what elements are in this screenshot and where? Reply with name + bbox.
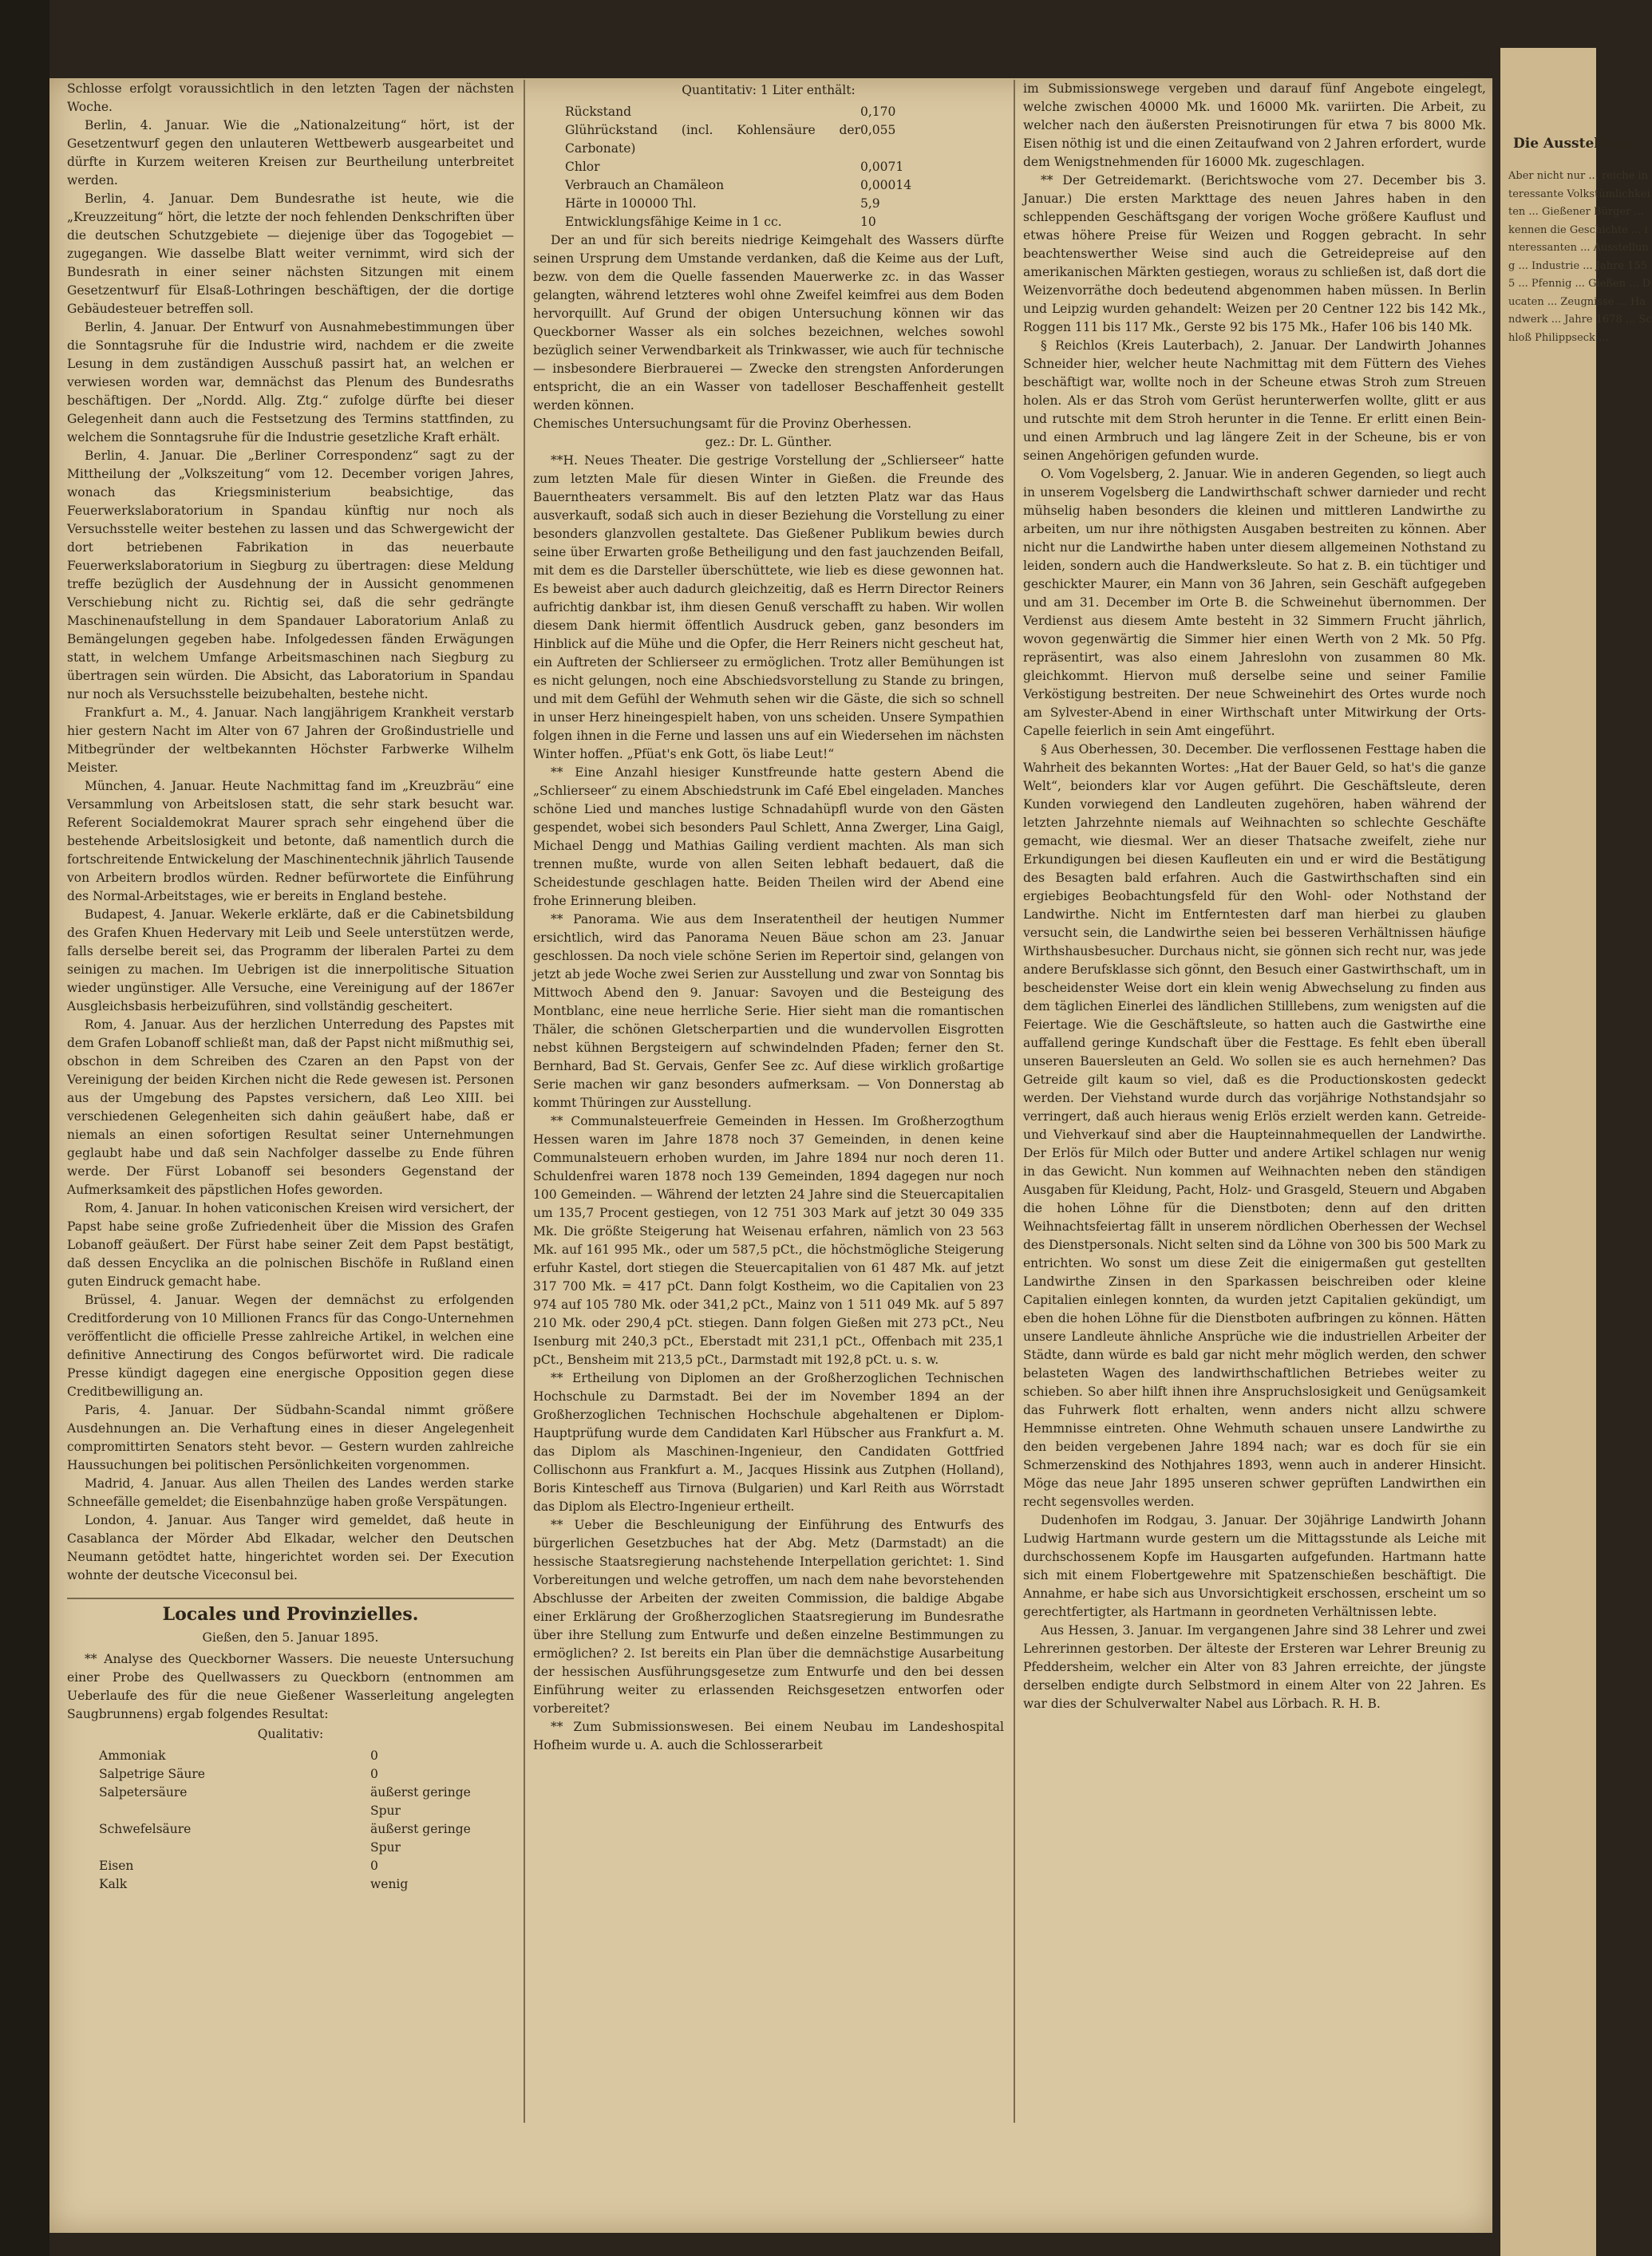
article-paragraph: Rom, 4. Januar. In hohen vaticonischen Kreisen wird versichert, der Papst habe seine große Zufriedenheit über die Mission des Grafen Lobanoff geäußert. Der Fürst habe seiner Zeit dem Papst bestätigt, daß dessen Encyclika an die polnischen Bischöfe in Rußland einen guten Eindruck gemacht habe. bbox=[67, 1201, 514, 1289]
row-label: Entwicklungsfähige Keime in 1 cc. bbox=[565, 215, 782, 229]
table-row bbox=[533, 195, 1004, 213]
row-value: 5,9 bbox=[860, 196, 880, 211]
article-paragraph: Schlosse erfolgt voraussichtlich in den letzten Tagen der nächsten Woche. bbox=[67, 81, 514, 114]
row-value: 10 bbox=[860, 215, 876, 229]
section-heading: Locales und Provinzielles. bbox=[67, 1598, 514, 1624]
article-paragraph: Frankfurt a. M., 4. Januar. Nach langjährigem Krankheit verstarb hier gestern Nacht im Alter von 67 Jahren der Großindustrielle und Mitbegründer der weltbekannten Höchster Farbwerke Wilhelm Meister. bbox=[67, 705, 514, 775]
article-paragraph: **H. Neues Theater. Die gestrige Vorstellung der „Schlierseer“ hatte zum letzten Male für diesen Winter in Gießen. die Freunde des Bauerntheaters versammelt. Bis auf den letzten Platz war das Haus ausverkauft, sodaß sich auch in dieser Beziehung die Vorstellung zu einer besonders glanzvollen gestaltete. Das Gießener Publikum bewies durch seine über Erwarten große Betheiligung und den fast jauchzenden Beifall, mit dem es die Darsteller überschüttete, wie lieb es diese gewonnen hat. Es beweist aber auch dadurch gleichzeitig, daß es Herrn Director Reiners aufrichtig dankbar ist, ihm diesen Genuß verschafft zu haben. Wir wollen diesem Dank hiermit öffentlich Ausdruck geben, ganz besonders im Hinblick auf die Mühe und die Opfer, die Herr Reiners nicht gescheut hat, ein Auftreten der Schlierseer zu ermöglichen. Trotz aller Bemühungen ist es nicht gelungen, noch eine Abschiedsvorstellung zu Stande zu bringen, und mit dem Gefühl der Wehmuth sehen wir die Gäste, die sich so schnell in unser Herz hineingespielt haben, von uns scheiden. Unsere Sympathien folgen ihnen in die Ferne und lassen uns auf ein Wiedersehen im nächsten Winter hoffen. „Pfüat's enk Gott, ös liabe Leut!“ bbox=[533, 453, 1004, 761]
row-label: Rückstand bbox=[565, 105, 632, 119]
row-label: Salpetersäure bbox=[99, 1785, 188, 1800]
adjacent-page-heading: Die Ausstellung bbox=[1513, 136, 1634, 152]
table-row bbox=[67, 1784, 514, 1820]
row-value: 0,055 bbox=[860, 123, 896, 137]
column-2 bbox=[533, 80, 1004, 2123]
table-row bbox=[67, 1765, 514, 1784]
column-1 bbox=[67, 80, 514, 2123]
article-paragraph: O. Vom Vogelsberg, 2. Januar. Wie in anderen Gegenden, so liegt auch in unserem Vogelsberg die Landwirthschaft schwer darnieder und recht mühselig haben besonders die kleinen und mittleren Landwirthe zu arbeiten, um nur ihre nöthigsten Ausgaben bestreiten zu können. Aber nicht nur die Landwirthe haben unter diesem allgemeinen Nothstand zu leiden, sondern auch die Handwerksleute. So hat z. B. ein tüchtiger und geschickter Maurer, ein Mann von 36 Jahren, sein Geschäft aufgegeben und am 31. December im Orte B. die Schweinehut übernommen. Der Verdienst aus diesem Amte besteht in 32 Simmern Frucht jährlich, wovon gegenwärtig die Simmer hier einen Werth von 2 Mk. 50 Pfg. repräsentirt, was also einem Jahreslohn von zusammen 80 Mk. gleichkommt. Hiervon muß derselbe seine und seiner Familie Verköstigung bestreiten. Der neue Schweinehirt des Ortes wurde noch am Sylvester-Abend in einer Wirthschaft unter Mitwirkung der Orts-Capelle feierlich in sein Amt eingeführt. bbox=[1023, 467, 1486, 738]
article-paragraph: ** Eine Anzahl hiesiger Kunstfreunde hatte gestern Abend die „Schlierseer“ zu einem Abschiedstrunk im Café Ebel eingeladen. Manches schöne Lied und manches lustige Schnadahüpfl wurde von den Gästen gespendet, wobei sich besonders Paul Schlett, Anna Zwerger, Lina Gaigl, Michael Dengg und Mathias Gailing verdient machten. Als man sich trennen mußte, wurde von allen Seiten lebhaft bedauert, daß die Scheidestunde geschlagen hatte. Beiden Theilen wird der Abend eine frohe Erinnerung bleiben. bbox=[533, 765, 1004, 908]
row-value: äußerst geringe Spur bbox=[370, 1822, 471, 1855]
article-paragraph: § Aus Oberhessen, 30. December. Die verflossenen Festtage haben die Wahrheit des bekannten Wortes: „Hat der Bauer Geld, so hat's die ganze Welt“, beionders klar vor Augen geführt. Die Geschäftsleute, deren Kunden vorwiegend den Landleuten zugehören, haben während der letzten Jahrzehnte niemals auf Weihnachten so schlechte Geschäfte gemacht, wie diesmal. Wer an dieser Thatsache zweifelt, ziehe nur Erkundigungen bei diesen Kaufleuten ein und er wird die Bestätigung des Besagten bald erfahren. Auch die Gastwirthschaften sind ein ergiebiges Beobachtungsfeld für den Wohl- oder Nothstand der Landwirthe. Nicht im Entferntesten darf man hierbei zu glauben versucht sein, die Landwirthe seien bei besseren Verhältnissen häufige Wirthshausbesucher. Durchaus nicht, sie gönnen sich recht nur, was jede andere Berufsklasse sich gönnt, den Besuch einer Gastwirthschaft, um in bescheidenster Weise dort ein klein wenig Abwechselung zu finden aus dem täglichen Einerlei des ländlichen Stilllebens, zum wenigsten auf die Feiertage. Wie die Geschäftsleute, so hatten auch die Gastwirthe eine auffallend geringe Kundschaft über die Festtage. Es fehlt eben überall unseren Bauersleuten an Geld. Wo sollen sie es auch hernehmen? Das Getreide gilt kaum so viel, daß es die Productionskosten gedeckt werden. Der Viehstand wurde durch das vorjährige Nothstandsjahr so verringert, daß auch hieraus wenig Erlös erzielt werden kann. Getreide- und Viehverkauf sind aber die Haupteinnahmequellen der Landwirthe. Der Erlös für Milch oder Butter und andere Artikel schlagen nur wenig in das Gewicht. Nun kommen auf Weihnachten neben den ständigen Ausgaben für Kleidung, Pacht, Holz- und Grasgeld, Steuern und Abgaben die hohen Löhne für die Dienstboten; denn auf den dritten Weihnachtsfeiertag fällt in unserem nördlichen Oberhessen der Wechsel des Dienstpersonals. Nicht selten sind da Löhne von 300 bis 500 Mark zu entrichten. Wo sonst um diese Zeit die einigermaßen gut gestellten Landwirthe Zinsen in den Sparkassen beischreiben oder kleine Capitalien einlegen konnten, da wurden jetzt Capitalien gekündigt, um eben die hohen Löhne für die Dienstboten aufbringen zu können. Hätten unsere Landleute ähnliche Ansprüche wie die industriellen Arbeiter der Städte, dann würde es bald gar nicht mehr möglich werden, den schwer belasteten Wagen des landwirthschaftlichen Betriebes weiter zu schieben. So aber hilft ihnen ihre Anspruchslosigkeit und Genügsamkeit das Fuhrwerk flott erhalten, wenn anders nicht allzu schwere Hemmnisse eintreten. Ohne Wehmuth schauen unsere Landwirthe zu den beiden vergebenen Jahre 1894 nach; war es doch für sie ein Schmerzenskind des Nothjahres 1893, wenn auch in anderer Hinsicht. Möge das neue Jahr 1895 unseren schwer geprüften Landwirthen ein recht segensvolles werden. bbox=[1023, 742, 1486, 1509]
table-row bbox=[533, 213, 1004, 231]
signature-office: Chemisches Untersuchungsamt für die Provinz Oberhessen. bbox=[533, 417, 912, 431]
article-paragraph: ** Zum Submissionswesen. Bei einem Neubau im Landeshospital Hofheim wurde u. A. auch die Schlosserarbeit bbox=[533, 1720, 1004, 1752]
article-paragraph: Berlin, 4. Januar. Die „Berliner Correspondenz“ sagt zu der Mittheilung der „Volkszeitung“ vom 12. December vorigen Jahres, wonach das Kriegsministerium beabsichtige, das Feuerwerkslaboratorium in Spandau künftig nur noch als Versuchsstelle weiter bestehen zu lassen und das Schwergewicht der dort betriebenen Fabrikation in das neuerbaute Feuerwerkslaboratorium in Siegburg zu übertragen: diese Meldung treffe bezüglich der Ausdehnung der in Aussicht genommenen Verschiebung nicht zu. Richtig sei, daß die sehr gedrängte Maschinenaufstellung in dem Spandauer Laboratorium Anlaß zu Bemängelungen gegeben habe. Infolgedessen fänden Erwägungen statt, in welchem Umfange Arbeitsmaschinen nach Siegburg zu übertragen sein würden. Die Absicht, das Laboratorium in Spandau nur noch als Versuchsstelle beizubehalten, bestehe nicht. bbox=[67, 448, 514, 701]
table-row bbox=[67, 1820, 514, 1857]
article-paragraph: Rom, 4. Januar. Aus der herzlichen Unterredung des Papstes mit dem Grafen Lobanoff schließt man, daß der Papst nicht mißmuthig sei, obschon in dem Schreiben des Czaren an den Papst von der Vereinigung der beiden Kirchen nicht die Rede gewesen ist. Personen aus der Umgebung des Papstes versichern, daß Leo XIII. bei verschiedenen Gelegenheiten sich dahin geäußert habe, daß er niemals an einen sofortigen Resultat seiner Unternehmungen geglaubt habe und daß sein Nachfolger dasselbe zu Ende führen werde. Der Fürst Lobanoff sei besonders Gegenstand der Aufmerksamkeit des päpstlichen Hofes geworden. bbox=[67, 1017, 514, 1197]
article-paragraph: Paris, 4. Januar. Der Südbahn-Scandal nimmt größere Ausdehnungen an. Die Verhaftung eines in dieser Angelegenheit compromittirten Senators steht bevor. — Gestern wurden zahlreiche Haussuchungen bei politischen Persönlichkeiten vorgenommen. bbox=[67, 1403, 514, 1472]
article-paragraph: § Reichlos (Kreis Lauterbach), 2. Januar. Der Landwirth Johannes Schneider hier, welcher heute Nachmittag mit dem Füttern des Viehes beschäftigt war, wollte noch in der Scheune etwas Stroh zum Streuen holen. Als er das Stroh vom Gerüst herunterwerfen wollte, glitt er aus und rutschte mit dem Stroh herunter in die Tenne. Er erlitt einen Bein- und einen Armbruch und lag längere Zeit in der Scheune, bis er von seinen Angehörigen gefunden wurde. bbox=[1023, 338, 1486, 463]
article-paragraph: München, 4. Januar. Heute Nachmittag fand im „Kreuzbräu“ eine Versammlung von Arbeitslosen statt, die sehr stark besucht war. Referent Socialdemokrat Maurer sprach sehr eingehend über die bestehende Arbeitslosigkeit und betonte, daß namentlich durch die fortschreitende Entwickelung der Maschinentechnik jährlich Tausende von Arbeitern brodlos würden. Redner befürwortete die Einführung des Normal-Arbeitstages, wie er bereits in England bestehe. bbox=[67, 779, 514, 903]
row-label: Eisen bbox=[99, 1859, 134, 1873]
article-paragraph: Der an und für sich bereits niedrige Keimgehalt des Wassers dürfte seinen Ursprung dem Umstande verdanken, daß die Keime aus der Luft, bezw. von dem die Quelle fassenden Mauerwerke zc. in das Wasser gelangten, während letzteres wohl ohne Zweifel keimfrei aus dem Boden hervorquillt. Auf Grund der obigen Untersuchung können wir das Queckborner Wasser als ein solches bezeichnen, welches sowohl bezüglich seiner Verwendbarkeit als Trinkwasser, wie auch für technische — insbesondere Bierbrauerei — Zwecke den strengsten Anforderungen entspricht, die an ein Wasser von tadelloser Beschaffenheit gestellt werden können. bbox=[533, 233, 1004, 413]
article-paragraph: ** Analyse des Queckborner Wassers. Die neueste Untersuchung einer Probe des Quellwassers zu Queckborn (entnommen am Ueberlaufe des für die neue Gießener Wasserleitung angelegten Saugbrunnens) ergab folgendes Resultat: bbox=[67, 1652, 514, 1721]
row-label: Verbrauch an Chamäleon bbox=[565, 178, 725, 192]
row-label: Chlor bbox=[565, 160, 600, 174]
row-label: Salpetrige Säure bbox=[99, 1767, 205, 1781]
table-row bbox=[533, 176, 1004, 195]
article-paragraph: ** Ertheilung von Diplomen an der Großherzoglichen Technischen Hochschule zu Darmstadt. Bei der im November 1894 an der Großherzoglichen Technischen Hochschule abgehaltenen er Diplom-Hauptprüfung wurde dem Candidaten Karl Hübscher aus Frankfurt a. M. das Diplom als Maschinen-Ingenieur, den Candidaten Gottfried Collischonn aus Frankfurt a. M., Jacques Hissink aus Zutphen (Holland), Boris Kintescheff aus Tirnova (Bulgarien) und Karl Reith aus Wörrstadt das Diplom als Electro-Ingenieur ertheilt. bbox=[533, 1371, 1004, 1514]
row-value: 0,170 bbox=[860, 105, 896, 119]
row-label: Glührückstand (incl. Kohlensäure der Carbonate) bbox=[565, 123, 860, 156]
table-row bbox=[67, 1857, 514, 1875]
article-paragraph: Berlin, 4. Januar. Der Entwurf von Ausnahmebestimmungen über die Sonntagsruhe für die Industrie wird, nachdem er die zweite Lesung in dem zuständigen Ausschuß passirt hat, an welchen er verwiesen worden war, demnächst das Plenum des Bundesraths beschäftigen. Der „Nordd. Allg. Ztg.“ zufolge dürfte bei dieser Gelegenheit dann auch die Festsetzung des Termins stattfinden, zu welchem die Sonntagsruhe für die Industrie gesetzliche Kraft erhält. bbox=[67, 320, 514, 444]
signature-name: gez.: Dr. L. Günther. bbox=[705, 435, 832, 449]
article-paragraph: ** Ueber die Beschleunigung der Einführung des Entwurfs des bürgerlichen Gesetzbuches hat der Abg. Metz (Darmstadt) an die hessische Staatsregierung nachstehende Interpellation gerichtet: 1. Sind Vorbereitungen und welche getroffen, um nach dem nahe bevorstehenden Abschlusse der Arbeiten der zweiten Commission, die baldige Abgabe einer Erklärung der Großherzoglichen Staatsregierung im Bundesrathe über ihre Stellung zum Entwurfe und deßen einzelne Bestimmungen zu ermöglichen? 2. Ist bereits ein Plan über die demnächstige Ausarbeitung der hessischen Ausführungsgesetze zum Entwurfe und den bei dessen Einführung weiter zu erlassenden Reichsgesetzen entworfen oder vorbereitet? bbox=[533, 1518, 1004, 1716]
row-value: äußerst geringe Spur bbox=[370, 1785, 471, 1818]
article-paragraph: ** Communalsteuerfreie Gemeinden in Hessen. Im Großherzogthum Hessen waren im Jahre 1878 noch 37 Gemeinden, in denen keine Communalsteuern erhoben wurden, im Jahre 1894 nur noch deren 11. Schuldenfrei waren 1878 noch 139 Gemeinden, 1894 dagegen nur noch 100 Gemeinden. — Während der letzten 24 Jahre sind die Steuercapitalien um 135,7 Procent gestiegen, von 12 751 303 Mark auf jetzt 30 049 335 Mk. Die größte Steigerung hat Weisenau erfahren, nämlich von 23 563 Mk. auf 161 995 Mk., oder um 587,5 pCt., die höchstmögliche Steigerung erfuhr Kastel, dort stiegen die Steuercapitalien von 61 487 Mk. auf jetzt 317 700 Mk. = 417 pCt. Dann folgt Kostheim, wo die Capitalien von 23 974 auf 105 780 Mk. oder 341,2 pCt., Mainz von 1 511 049 Mk. auf 5 897 210 Mk. oder 290,4 pCt. stiegen. Dann folgen Gießen mit 273 pCt., Neu Isenburg mit 240,3 pCt., Eberstadt mit 231,1 pCt., Offenbach mit 235,1 pCt., Bensheim mit 213,5 pCt., Darmstadt mit 192,8 pCt. u. s. w. bbox=[533, 1114, 1004, 1367]
scanner-frame bbox=[0, 0, 49, 2256]
dateline: Gießen, den 5. Januar 1895. bbox=[202, 1630, 379, 1645]
row-label: Ammoniak bbox=[99, 1748, 166, 1763]
row-value: 0 bbox=[370, 1748, 378, 1763]
article-paragraph: Dudenhofen im Rodgau, 3. Januar. Der 30jährige Landwirth Johann Ludwig Hartmann wurde gestern um die Mittagsstunde als Leiche mit durchschossenem Kopfe im Hausgarten aufgefunden. Hartmann hatte sich mit einem Flobertgewehre mit Spatzenschießen beschäftigt. Die Annahme, er habe sich aus Unvorsichtigkeit erschossen, erscheint um so gerechtfertigter, als Hartmann in geordneten Verhältnissen lebte. bbox=[1023, 1513, 1486, 1619]
table-title: Quantitativ: 1 Liter enthält: bbox=[682, 83, 856, 97]
article-paragraph: Berlin, 4. Januar. Dem Bundesrathe ist heute, wie die „Kreuzzeitung“ hört, die letzte der noch fehlenden Denkschriften über die deutschen Schutzgebiete — diejenige über das Togogebiet — zugegangen. Wie dasselbe Blatt weiter vernimmt, wird sich der Bundesrath in einer seiner nächsten Sitzungen mit einem Gesetzentwurf für Elsaß-Lothringen beschäftigen, der die dortige Gebäudesteuer betreffen soll. bbox=[67, 192, 514, 316]
article-paragraph: Budapest, 4. Januar. Wekerle erklärte, daß er die Cabinetsbildung des Grafen Khuen Hedervary mit Leib und Seele unterstützen werde, falls derselbe bereit sei, das Programm der liberalen Partei zu dem seinigen zu machen. Im Uebrigen ist die innerpolitische Situation wieder ungünstiger. Alle Versuche, eine Vereinigung auf der 1867er Ausgleichsbasis herbeizuführen, sind vollständig gescheitert. bbox=[67, 907, 514, 1013]
column-rule bbox=[524, 80, 525, 2123]
article-paragraph: Madrid, 4. Januar. Aus allen Theilen des Landes werden starke Schneefälle gemeldet; die Eisenbahnzüge haben große Verspätungen. bbox=[67, 1476, 514, 1509]
article-paragraph: Aus Hessen, 3. Januar. Im vergangenen Jahre sind 38 Lehrer und zwei Lehrerinnen gestorben. Der älteste der Ersteren war Lehrer Breunig zu Pfeddersheim, welcher ein Alter von 83 Jahren erreichte, der jüngste derselben endigte durch Selbstmord in einem Alter von 22 Jahren. Es war dies der Schulverwalter Nabel aus Lörbach. R. H. B. bbox=[1023, 1623, 1486, 1711]
column-rule bbox=[1014, 80, 1015, 2123]
table-row bbox=[67, 1747, 514, 1765]
article-paragraph: ** Der Getreidemarkt. (Berichtswoche vom 27. December bis 3. Januar.) Die ersten Markttage des neuen Jahres haben in den schleppenden Geschäftsgang der vorigen Woche größere Kauflust und etwas höhere Preise für Weizen und Roggen gebracht. In sehr beachtenswerther Weise sind auch die Getreidepreise auf den amerikanischen Märkten gestiegen, woraus zu schließen ist, daß dort die Weizenvorräthe doch bedeutend abgenommen haben müssen. In Berlin und Leipzig wurden gehandelt: Weizen per 20 Centner 122 bis 142 Mk., Roggen 111 bis 117 Mk., Gerste 92 bis 175 Mk., Hafer 106 bis 140 Mk. bbox=[1023, 173, 1486, 334]
article-paragraph: Brüssel, 4. Januar. Wegen der demnächst zu erfolgenden Creditforderung von 10 Millionen Francs für das Congo-Unternehmen veröffentlicht die officielle Presse zahlreiche Artikel, in welchen eine definitive Annectirung des Congos befürwortet wird. Die radicale Presse kündigt dagegen eine energische Opposition gegen diese Creditbewilligung an. bbox=[67, 1293, 514, 1399]
table-row bbox=[533, 103, 1004, 121]
table-row bbox=[67, 1875, 514, 1894]
table-title: Qualitativ: bbox=[257, 1727, 324, 1741]
row-value: wenig bbox=[370, 1877, 409, 1891]
row-label: Härte in 100000 Thl. bbox=[565, 196, 697, 211]
adjacent-page-edge bbox=[1500, 48, 1652, 2256]
row-value: 0,0071 bbox=[860, 160, 904, 174]
row-value: 0,00014 bbox=[860, 178, 912, 192]
qualitative-table bbox=[67, 1747, 514, 1894]
adjacent-page-text: Aber nicht nur ... reiche interessante Volkstümlichkeiten ... Gießener Bürger ... kennen die Geschichte ... interessanten ... Ausstellung ... Industrie ... Jahre 1555 ... Pfennig ... Gießen ... Ducaten ... Zeugnisse ... Handwerk ... Jahre 1678 ... Schloß Philippseck ... bbox=[1508, 170, 1652, 344]
table-row bbox=[533, 158, 1004, 176]
column-3 bbox=[1023, 80, 1486, 2123]
article-paragraph: ** Panorama. Wie aus dem Inseratentheil der heutigen Nummer ersichtlich, wird das Panorama Neuen Bäue schon am 23. Januar geschlossen. Da noch viele schöne Serien im Repertoir sind, gelangen von jetzt ab jede Woche zwei Serien zur Ausstellung und zwar von Sonntag bis Mittwoch Abend den 9. Januar: Savoyen und die Besteigung des Montblanc, eine neue herrliche Serie. Hier sieht man die romantischen Thäler, die schönen Gletscherpartien und die wundervollen Eisgrotten nebst kühnen Bergsteigern auf schwindelnden Pfaden; ferner den St. Bernhard, Bad St. Gervais, Genfer See zc. Auf diese wirklich großartige Serie machen wir ganz besonders aufmerksam. — Von Donnerstag ab kommt Thüringen zur Ausstellung. bbox=[533, 912, 1004, 1110]
row-label: Schwefelsäure bbox=[99, 1822, 192, 1836]
article-paragraph: Berlin, 4. Januar. Wie die „Nationalzeitung“ hört, ist der Gesetzentwurf gegen den unlauteren Wettbewerb ausgearbeitet und dürfte in Kurzem weiteren Kreisen zur Beurtheilung unterbreitet werden. bbox=[67, 118, 514, 188]
table-row bbox=[533, 121, 1004, 158]
article-paragraph: im Submissionswege vergeben und darauf fünf Angebote eingelegt, welche zwischen 40000 Mk. und 16000 Mk. variirten. Die Arbeit, zu welcher nach den äußersten Preisnotirungen für etwa 7 bis 8000 Mk. Eisen nöthig ist und die einen Zeitaufwand von 2 Jahren erfordert, wurde dem Wenigstnehmenden für 16000 Mk. zugeschlagen. bbox=[1023, 81, 1486, 169]
article-paragraph: London, 4. Januar. Aus Tanger wird gemeldet, daß heute in Casablanca der Mörder Abd Elkadar, welcher den Deutschen Neumann getödtet hatte, hingerichtet worden sei. Der Execution wohnte der deutsche Viceconsul bei. bbox=[67, 1513, 514, 1582]
row-label: Kalk bbox=[99, 1877, 128, 1891]
row-value: 0 bbox=[370, 1767, 378, 1781]
quantitative-table bbox=[533, 103, 1004, 231]
row-value: 0 bbox=[370, 1859, 378, 1873]
